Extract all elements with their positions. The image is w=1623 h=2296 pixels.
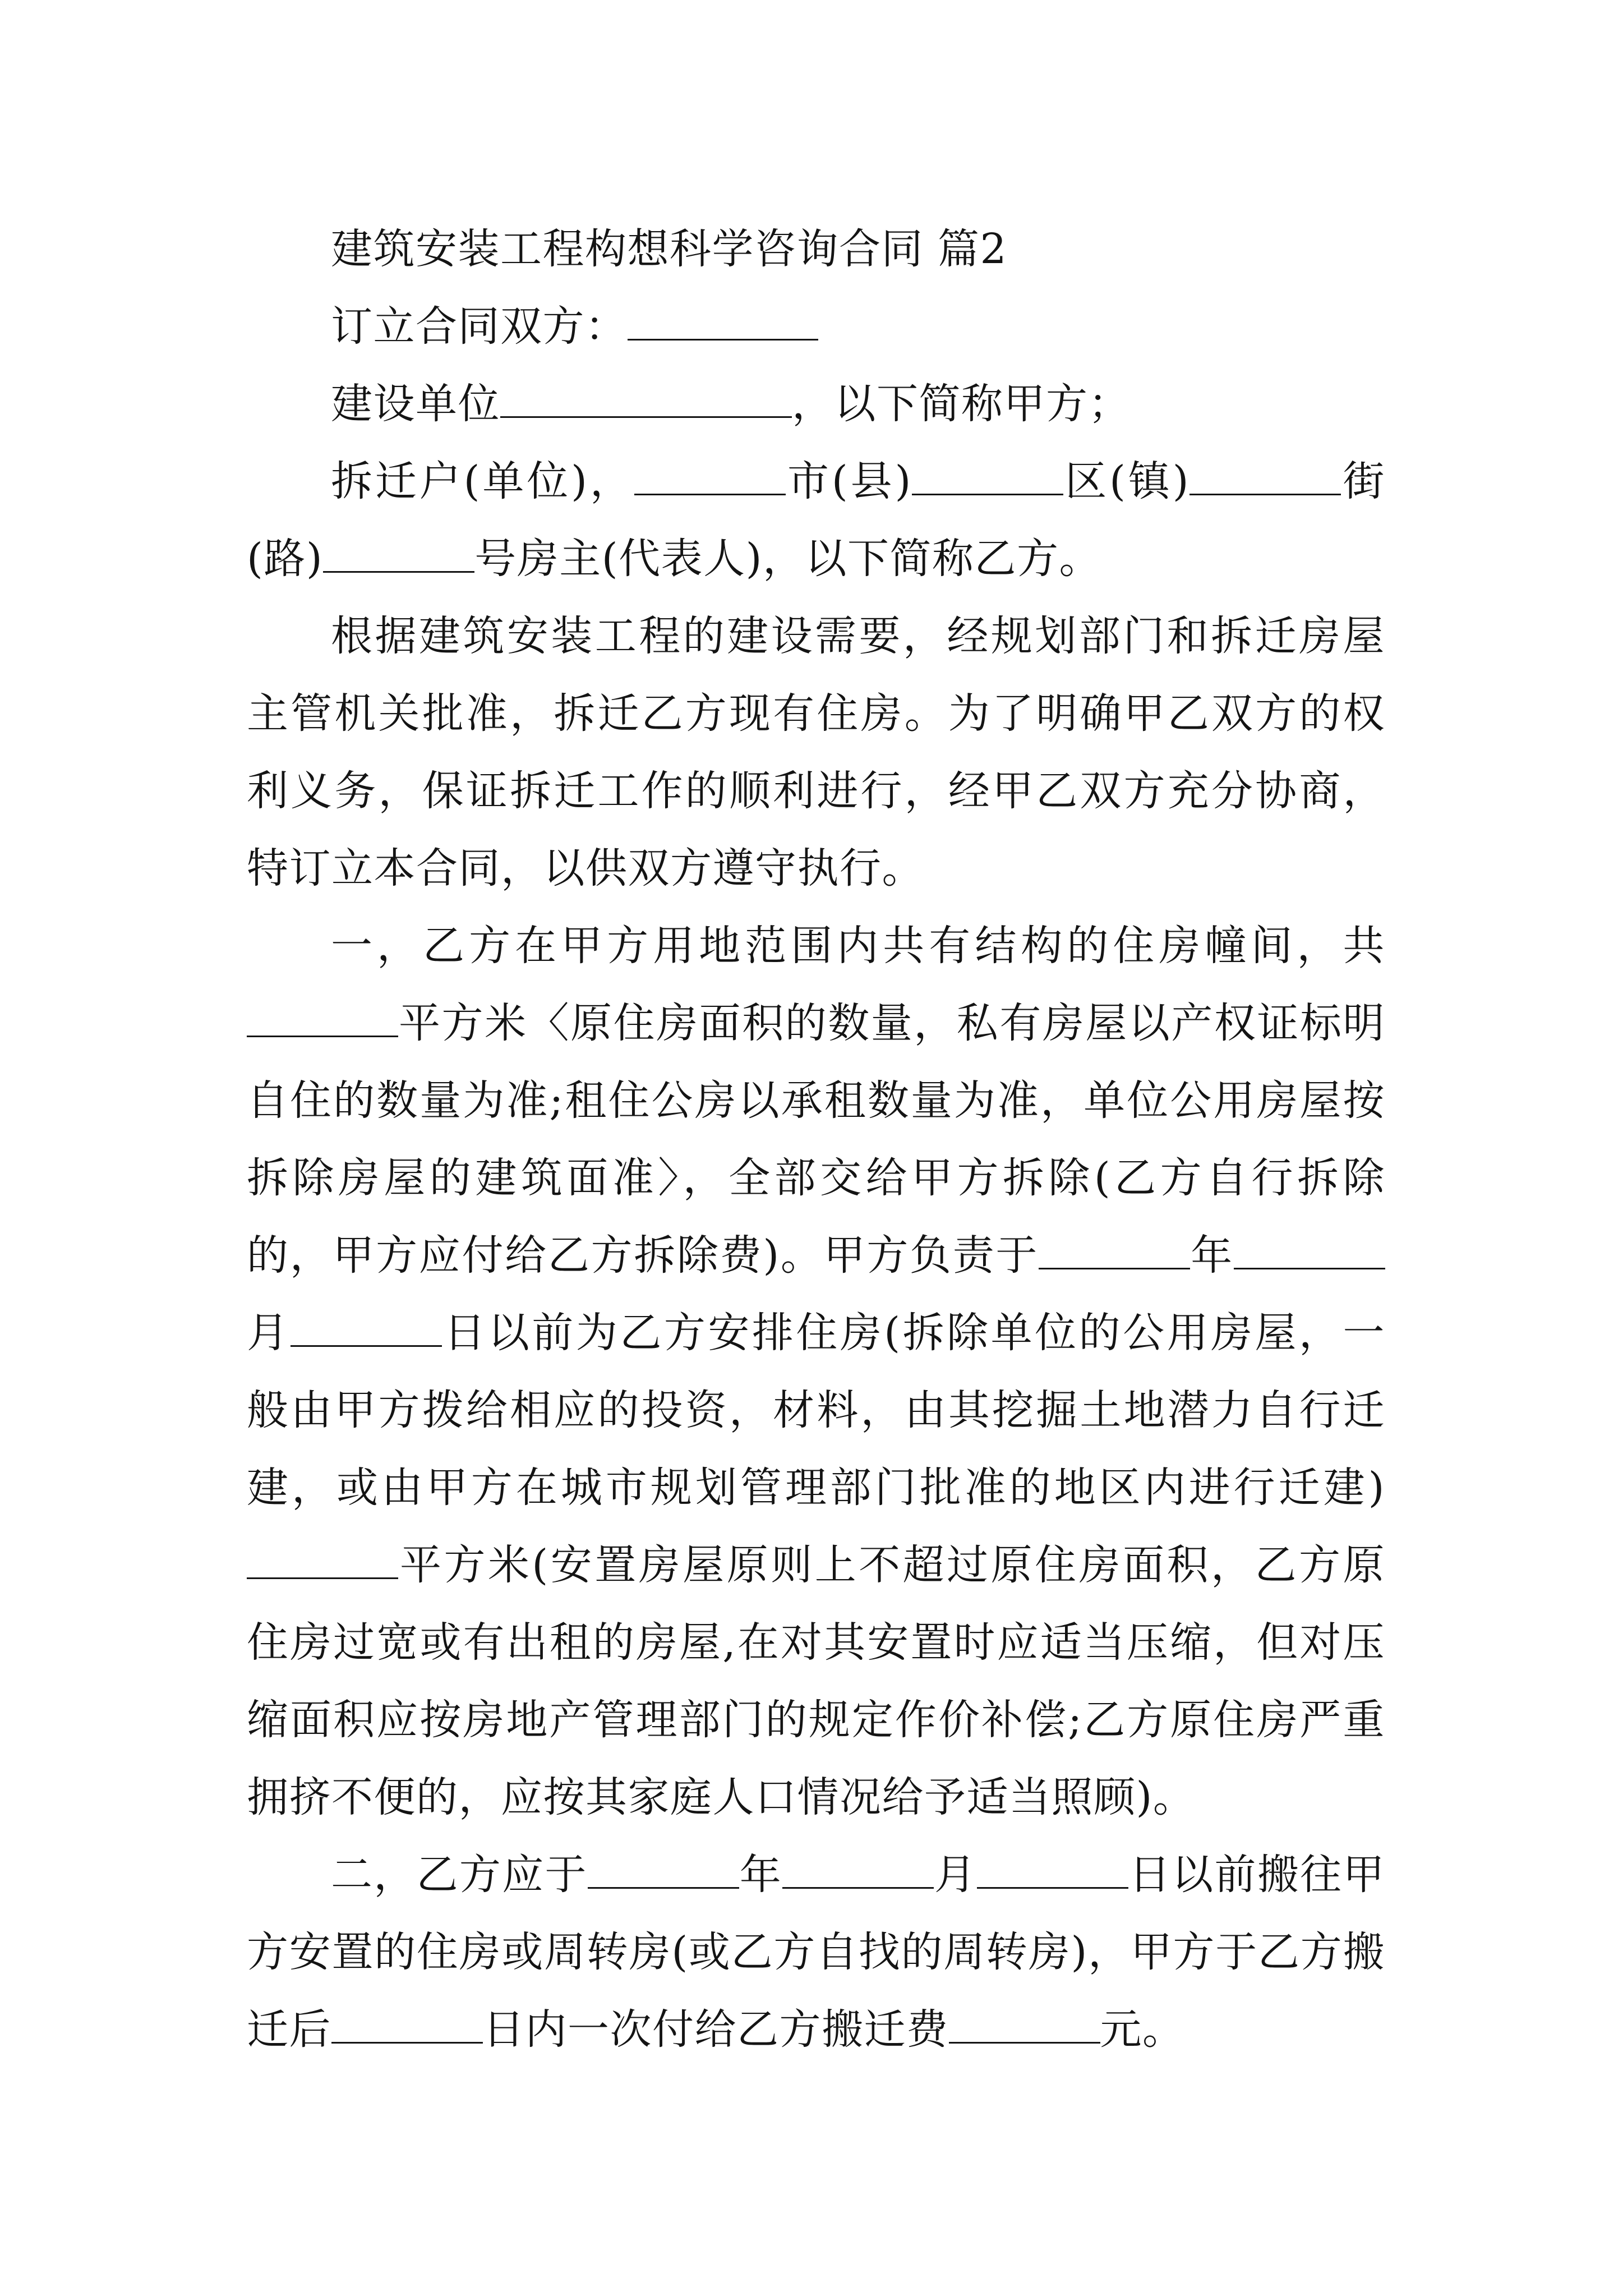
construction-unit-blank — [500, 371, 792, 418]
clause-2-day-blank — [977, 1842, 1128, 1889]
clause-1-year-label: 年 — [1190, 1231, 1234, 1280]
original-area-blank — [247, 991, 398, 1037]
clause-1-paragraph — [247, 907, 1385, 1836]
preamble-text: 根据建筑安装工程的建设需要，经规划部门和拆迁房屋主管机关批准，拆迁乙方现有住房。为了明确甲乙双方的权利义务，保证拆迁工作的顺利进行，经甲乙双方充分协商，特订立本合同，以供双方遵守执行。 — [247, 612, 1385, 892]
clause-2-text-4: 元。 — [1100, 2005, 1185, 2054]
house-number-blank — [323, 526, 474, 573]
clause-1-text-1: 一，乙方在甲方用地范围内共有结构的住房幢间，共 — [331, 922, 1385, 970]
clause-1-year-blank — [1039, 1223, 1190, 1269]
parties-label: 订立合同双方： — [331, 302, 628, 351]
construction-unit-label: 建设单位 — [331, 380, 500, 428]
clause-2-text-2: 日以前搬往甲方安置的住房或周转房(或乙方自找的周转房)，甲方于乙方搬迁后 — [247, 1851, 1385, 2054]
clause-2-year-label: 年 — [739, 1851, 782, 1899]
district-blank — [912, 449, 1063, 495]
construction-unit-line — [247, 365, 1385, 443]
document-title — [247, 210, 1385, 288]
resettlement-area-blank — [247, 1533, 398, 1579]
city-label: 市(县) — [785, 457, 912, 505]
demolition-household-line — [247, 443, 1385, 597]
title-text: 建筑安装工程构想科学咨询合同 篇2 — [331, 225, 1008, 273]
clause-1-day-blank — [291, 1300, 442, 1347]
clause-2-paragraph — [247, 1836, 1385, 2068]
clause-1-text-4: 平方米(安置房屋原则上不超过原住房面积，乙方原住房过宽或有出租的房屋,在对其安置时应适当压缩，但对压缩面积应按房地产管理部门的规定作价补偿;乙方原住房严重拥挤不便的，应按其家庭人口情况给予适当照顾)。 — [247, 1541, 1385, 1821]
household-prefix: 拆迁户(单位)， — [331, 457, 634, 505]
clause-2-text-3: 日内一次付给乙方搬迁费 — [483, 2005, 949, 2054]
clause-2-month-blank — [782, 1842, 934, 1889]
parties-blank — [628, 294, 818, 341]
clause-2-month-label: 月 — [934, 1851, 978, 1899]
construction-unit-suffix: ，以下简称甲方； — [792, 380, 1131, 428]
document-body — [247, 210, 1385, 2068]
parties-line — [247, 288, 1385, 365]
clause-1-text-2: 平方米〈原住房面积的数量，私有房屋以产权证标明自住的数量为准;租住公房以承租数量为准，单位公用房屋按拆除房屋的建筑面准〉，全部交给甲方拆除(乙方自行拆除的，甲方应付给乙方拆除费)。甲方负责于 — [247, 999, 1385, 1280]
clause-1-text-3: 日以前为乙方安排住房(拆除单位的公用房屋，一般由甲方拨给相应的投资，材料，由其挖掘土地潜力自行迁建，或由甲方在城市规划管理部门批准的地区内进行迁建) — [247, 1309, 1385, 1512]
preamble-paragraph — [247, 597, 1385, 907]
street-label: 街(路) — [247, 457, 1385, 583]
relocation-fee-blank — [949, 1997, 1100, 2044]
clause-1-month-label: 月 — [247, 1309, 291, 1357]
payment-days-blank — [331, 1997, 483, 2044]
clause-2-text-1: 二，乙方应于 — [331, 1851, 588, 1899]
clause-1-month-blank — [1234, 1223, 1385, 1269]
clause-2-year-blank — [588, 1842, 739, 1889]
street-blank — [1189, 449, 1341, 495]
district-label: 区(镇) — [1063, 457, 1190, 505]
household-suffix: 号房主(代表人)，以下简称乙方。 — [474, 535, 1101, 583]
city-blank — [634, 449, 786, 495]
